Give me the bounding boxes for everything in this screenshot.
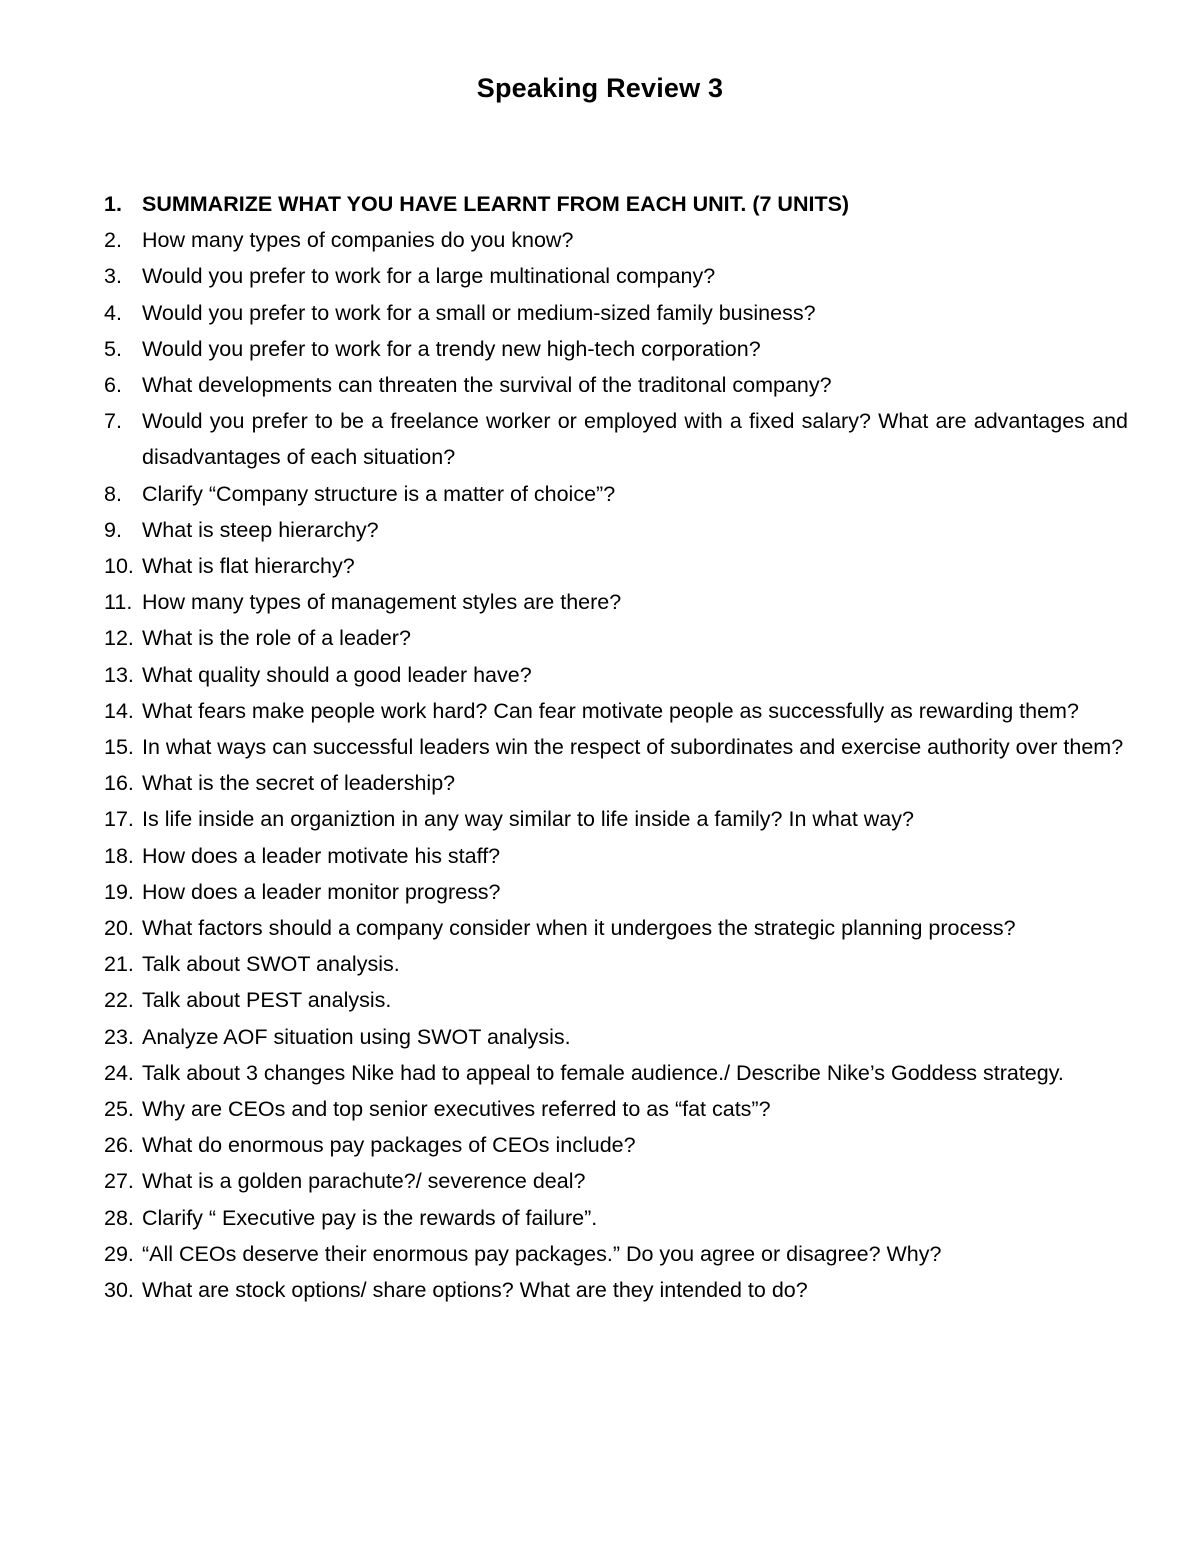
question-item — [104, 946, 1128, 982]
question-number: 6. — [104, 373, 122, 398]
question-text: “All CEOs deserve their enormous pay packages.” Do you agree or disagree? Why? — [142, 1241, 942, 1266]
question-text: Is life inside an organiztion in any way similar to life inside a family? In what way? — [142, 807, 914, 832]
question-item — [104, 1272, 1128, 1308]
question-item — [104, 657, 1128, 693]
question-number: 23. — [104, 1024, 134, 1049]
question-number: 29. — [104, 1241, 134, 1266]
question-item — [104, 982, 1128, 1018]
question-item — [104, 476, 1128, 512]
question-text: SUMMARIZE WHAT YOU HAVE LEARNT FROM EACH UNIT. (7 UNITS) — [142, 192, 850, 216]
question-item — [104, 620, 1128, 656]
question-text: What developments can threaten the survival of the traditonal company? — [142, 373, 832, 398]
page-title: Speaking Review 3 — [476, 73, 724, 103]
question-text: What fears make people work hard? Can fear motivate people as successfully as rewarding them? — [142, 698, 1079, 723]
question-item — [104, 729, 1128, 765]
question-number: 26. — [104, 1133, 134, 1158]
question-number: 8. — [104, 481, 122, 506]
question-text: How does a leader monitor progress? — [142, 879, 501, 904]
question-text: What do enormous pay packages of CEOs include? — [142, 1133, 636, 1158]
question-number: 28. — [104, 1205, 134, 1230]
question-number: 9. — [104, 517, 122, 542]
question-number: 11. — [104, 590, 133, 615]
question-item — [104, 1019, 1128, 1055]
question-number: 10. — [104, 554, 134, 579]
question-number: 27. — [104, 1169, 134, 1194]
question-item — [104, 1236, 1128, 1272]
question-text: Analyze AOF situation using SWOT analysis. — [142, 1024, 571, 1049]
question-text: Talk about 3 changes Nike had to appeal to female audience./ Describe Nike’s Goddess strategy. — [142, 1060, 1064, 1085]
question-number: 12. — [104, 626, 134, 651]
question-number: 20. — [104, 916, 134, 941]
question-text: In what ways can successful leaders win the respect of subordinates and exercise authority over them? — [142, 735, 1124, 760]
question-item — [104, 258, 1128, 294]
question-number: 2. — [104, 228, 122, 253]
question-number: 25. — [104, 1097, 134, 1122]
question-number: 4. — [104, 300, 122, 325]
question-item — [104, 331, 1128, 367]
question-number: 30. — [104, 1278, 134, 1303]
question-text: Clarify “ Executive pay is the rewards of failure”. — [142, 1205, 598, 1230]
question-text: Would you prefer to work for a trendy new high-tech corporation? — [142, 336, 761, 361]
question-text: What factors should a company consider when it undergoes the strategic planning process? — [142, 916, 1016, 941]
question-item — [104, 222, 1128, 258]
question-text: What is a golden parachute?/ severence deal? — [142, 1169, 586, 1194]
question-text: Would you prefer to work for a large multinational company? — [142, 264, 716, 289]
question-number: 24. — [104, 1060, 134, 1085]
question-number: 13. — [104, 662, 134, 687]
question-text: What is flat hierarchy? — [142, 554, 355, 579]
question-number: 3. — [104, 264, 122, 289]
question-item — [104, 910, 1128, 946]
question-number: 22. — [104, 988, 134, 1013]
question-number: 5. — [104, 336, 122, 361]
question-list — [104, 186, 1128, 1308]
question-number: 7. — [104, 409, 122, 434]
question-text: What is the role of a leader? — [142, 626, 411, 651]
question-text: Talk about SWOT analysis. — [142, 952, 400, 977]
question-number: 18. — [104, 843, 134, 868]
question-text: Would you prefer to be a freelance worker or employed with a fixed salary? What are advantages and disadvantages of each situation? — [142, 409, 1128, 470]
question-text: What are stock options/ share options? What are they intended to do? — [142, 1278, 808, 1303]
question-number: 16. — [104, 771, 134, 796]
question-number: 1. — [104, 192, 122, 216]
question-item — [104, 693, 1128, 729]
question-item — [104, 874, 1128, 910]
question-text: How many types of companies do you know? — [142, 228, 574, 253]
question-item — [104, 1127, 1128, 1163]
question-item — [104, 1091, 1128, 1127]
question-text: How many types of management styles are there? — [142, 590, 622, 615]
question-number: 19. — [104, 879, 134, 904]
question-item — [104, 1055, 1128, 1091]
question-item — [104, 765, 1128, 801]
question-item — [104, 367, 1128, 403]
question-item — [104, 403, 1128, 475]
question-number: 15. — [104, 735, 134, 760]
question-number: 21. — [104, 952, 134, 977]
question-item — [104, 295, 1128, 331]
question-number: 17. — [104, 807, 134, 832]
question-item — [104, 512, 1128, 548]
question-item — [104, 838, 1128, 874]
question-text: What is the secret of leadership? — [142, 771, 456, 796]
question-text: What is steep hierarchy? — [142, 517, 379, 542]
question-text: Why are CEOs and top senior executives referred to as “fat cats”? — [142, 1097, 771, 1122]
question-item — [104, 186, 1128, 222]
question-number: 14. — [104, 698, 134, 723]
question-item — [104, 1163, 1128, 1199]
question-item — [104, 1200, 1128, 1236]
question-text: Clarify “Company structure is a matter of choice”? — [142, 481, 616, 506]
question-item — [104, 548, 1128, 584]
question-item — [104, 584, 1128, 620]
question-text: Would you prefer to work for a small or medium-sized family business? — [142, 300, 816, 325]
question-text: What quality should a good leader have? — [142, 662, 532, 687]
question-text: How does a leader motivate his staff? — [142, 843, 501, 868]
question-item — [104, 801, 1128, 837]
question-text: Talk about PEST analysis. — [142, 988, 392, 1013]
